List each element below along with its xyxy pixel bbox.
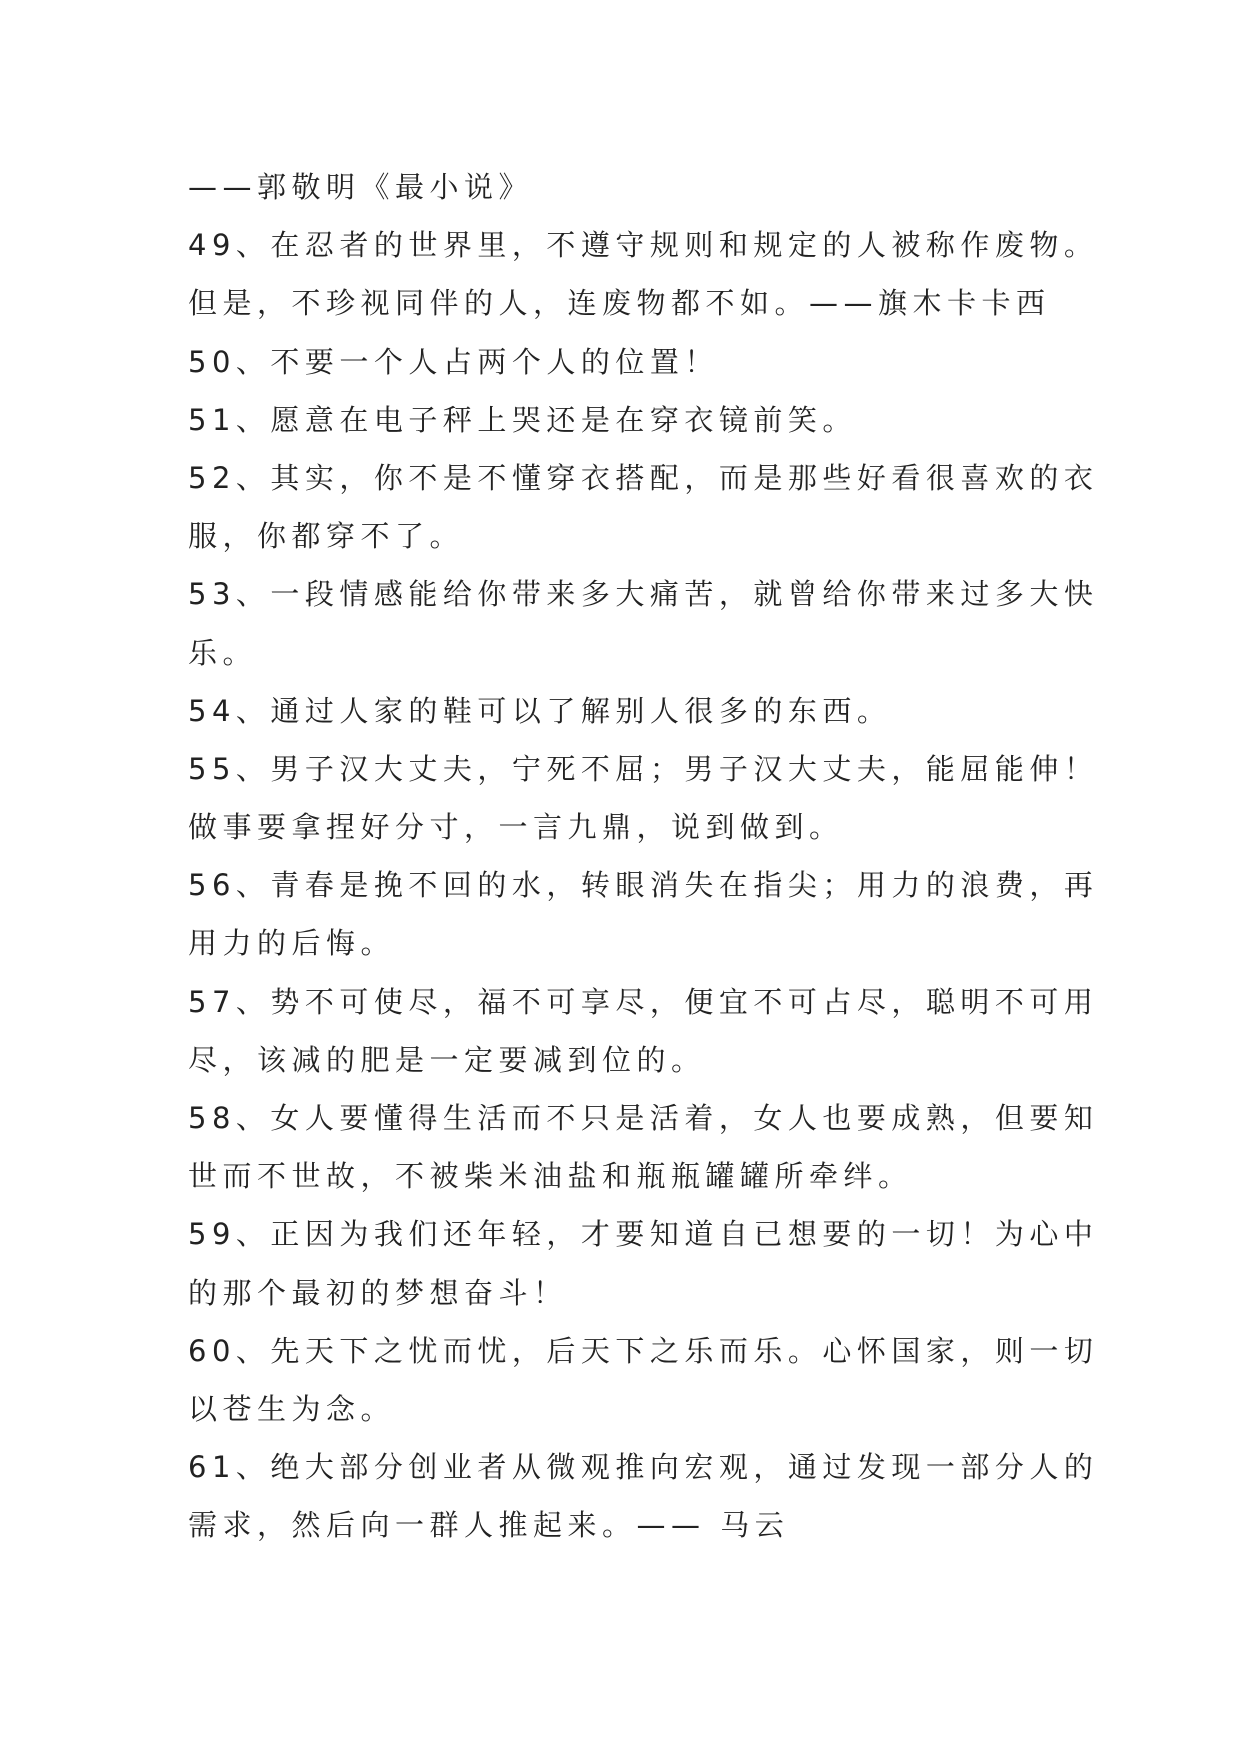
text-line: 50、不要一个人占两个人的位置！ xyxy=(188,344,719,379)
text-line: 世而不世故，不被柴米油盐和瓶瓶罐罐所牵绊。 xyxy=(188,1159,913,1194)
text-line: 58、女人要懂得生活而不只是活着，女人也要成熟，但要知 xyxy=(188,1101,1099,1135)
text-line: 但是，不珍视同伴的人，连废物都不如。——旗木卡卡西 xyxy=(188,286,1051,321)
text-line: 做事要拿捏好分寸，一言九鼎，说到做到。 xyxy=(188,810,844,845)
text-line: 的那个最初的梦想奋斗！ xyxy=(188,1275,568,1310)
text-line: 53、一段情感能给你带来多大痛苦，就曾给你带来过多大快 xyxy=(188,577,1099,612)
text-line: 59、正因为我们还年轻，才要知道自已想要的一切！为心中 xyxy=(188,1217,1099,1252)
quote-text-block xyxy=(188,158,1099,1555)
text-line: 54、通过人家的鞋可以了解别人很多的东西。 xyxy=(188,693,892,728)
text-line: 60、先天下之忧而忧，后天下之乐而乐。心怀国家，则一切 xyxy=(188,1333,1099,1368)
text-line: 需求，然后向一群人推起来。—— 马云 xyxy=(188,1508,790,1543)
text-line: 乐。 xyxy=(188,635,258,670)
text-line: 51、愿意在电子秤上哭还是在穿衣镜前笑。 xyxy=(188,402,857,437)
text-line: 56、青春是挽不回的水，转眼消失在指尖；用力的浪费，再 xyxy=(188,868,1099,903)
text-line: 尽，该减的肥是一定要减到位的。 xyxy=(188,1042,706,1077)
text-line: 以苍生为念。 xyxy=(188,1391,396,1426)
text-line: 用力的后悔。 xyxy=(188,926,396,961)
text-line: 服，你都穿不了。 xyxy=(188,519,465,554)
text-line: 55、男子汉大丈夫，宁死不屈；男子汉大丈夫，能屈能伸！ xyxy=(188,751,1099,786)
text-line: 57、势不可使尽，福不可享尽，便宜不可占尽，聪明不可用 xyxy=(188,984,1099,1019)
text-line: 49、在忍者的世界里，不遵守规则和规定的人被称作废物。 xyxy=(188,228,1099,263)
text-line: 61、绝大部分创业者从微观推向宏观，通过发现一部分人的 xyxy=(188,1450,1099,1485)
text-line: ——郭敬明《最小说》 xyxy=(188,170,534,204)
text-line: 52、其实，你不是不懂穿衣搭配，而是那些好看很喜欢的衣 xyxy=(188,460,1099,495)
